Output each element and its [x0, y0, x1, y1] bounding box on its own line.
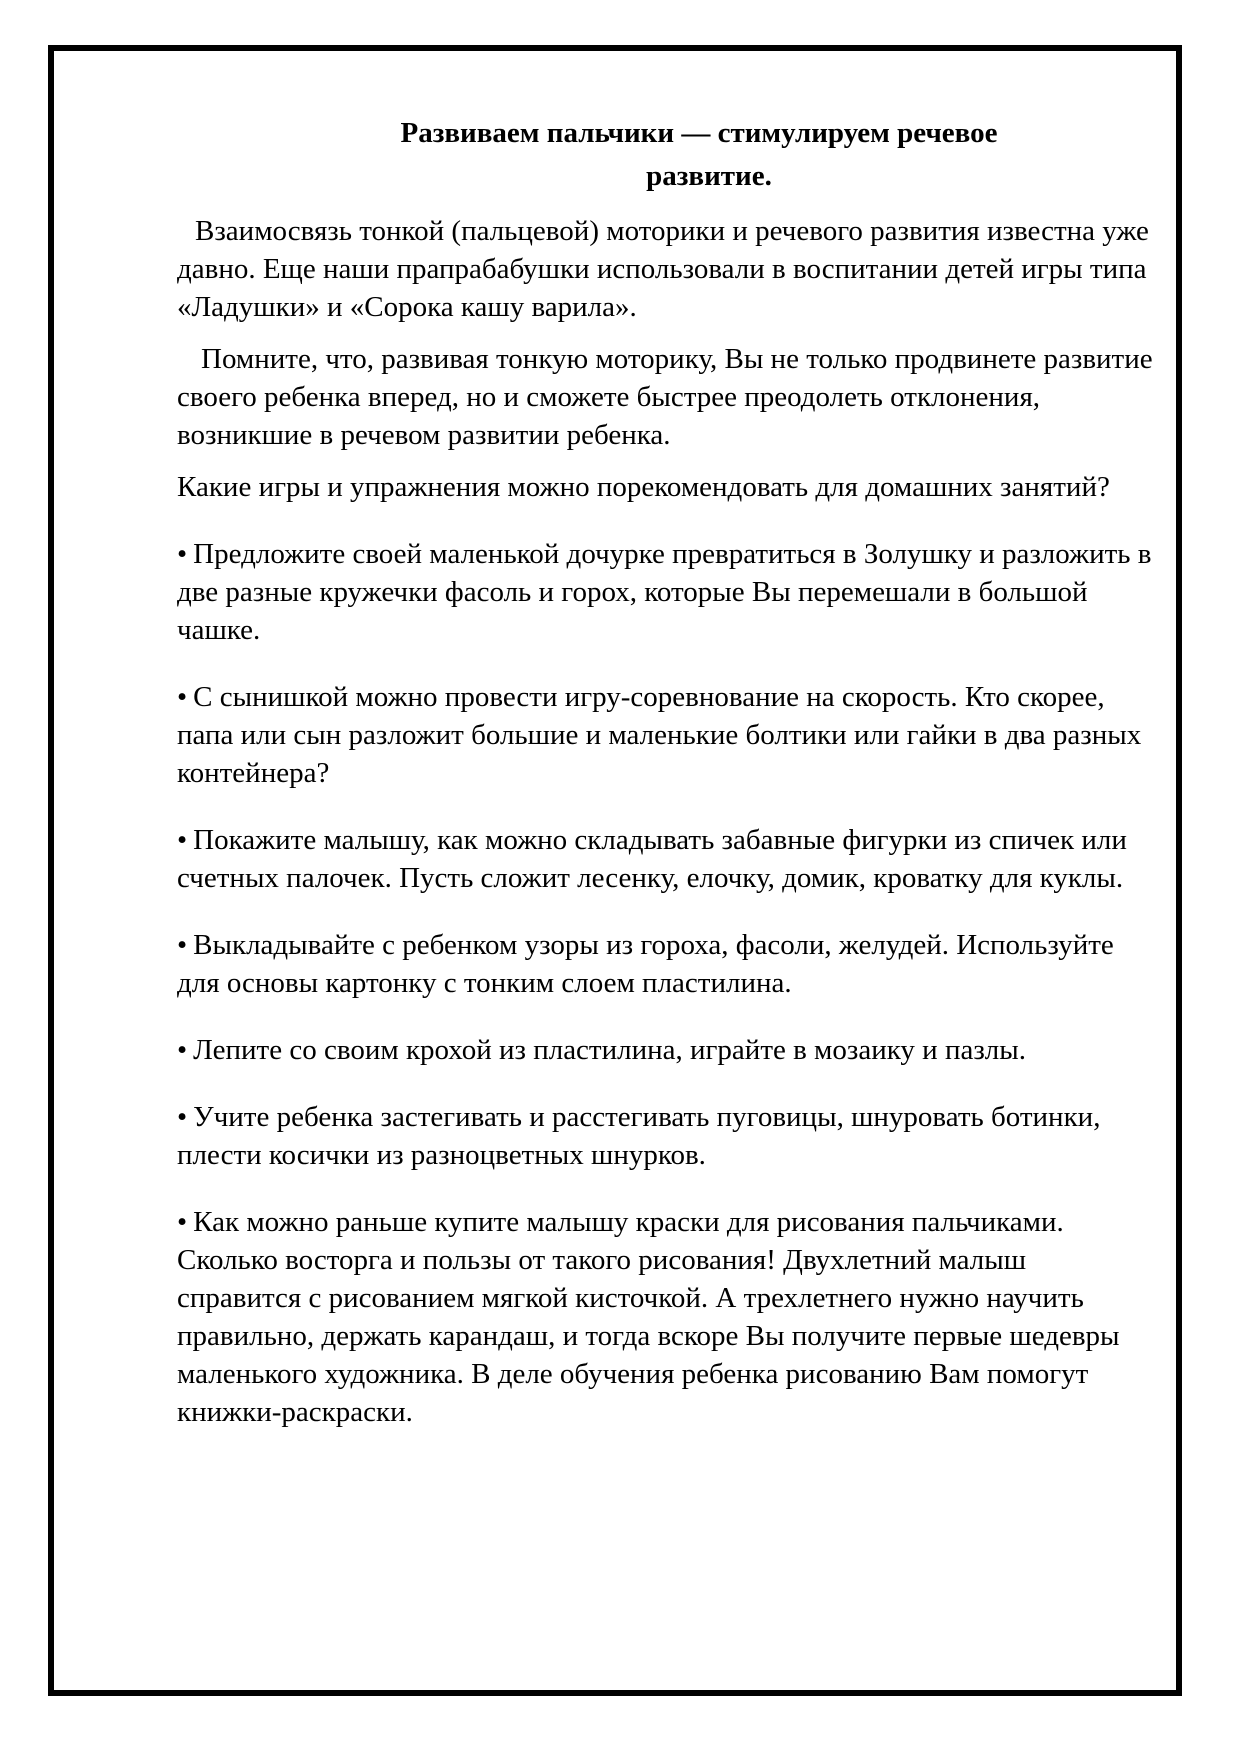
- bullet-item: [177, 535, 1157, 649]
- bullet-item: [177, 1203, 1157, 1431]
- bullet-text: Предложите своей маленькой дочурке превратиться в Золушку и разложить в две разные кружечки фасоль и горох, которые Вы перемешали в большой чашке.: [177, 538, 1152, 646]
- bullet-icon: •: [177, 1034, 188, 1066]
- bullet-text: Учите ребенка застегивать и расстегивать пуговицы, шнуровать ботинки, плести косички из разноцветных шнурков.: [177, 1101, 1101, 1171]
- bullet-item: [177, 926, 1157, 1002]
- bullet-item: [177, 821, 1157, 897]
- bullet-text: Покажите малышу, как можно складывать забавные фигурки из спичек или счетных палочек. Пусть сложит лесенку, елочку, домик, кроватку для куклы.: [177, 824, 1127, 894]
- bullet-icon: •: [177, 929, 188, 961]
- bullet-icon: •: [177, 824, 188, 856]
- bullet-icon: •: [177, 538, 188, 570]
- bullet-text: С сынишкой можно провести игру-соревнование на скорость. Кто скорее, папа или сын разложит большие и маленькие болтики или гайки в два разных контейнера?: [177, 681, 1142, 789]
- intro-paragraph-1: Взаимосвязь тонкой (пальцевой) моторики и речевого развития известна уже давно. Еще наши прапрабабушки использовали в воспитании детей игры типа «Ладушки» и «Сорока кашу варила».: [177, 215, 1149, 323]
- bullet-text: Лепите со своим крохой из пластилина, играйте в мозаику и пазлы.: [193, 1034, 1026, 1066]
- title-line-2: развитие.: [646, 160, 772, 192]
- bullet-text: Выкладывайте с ребенком узоры из гороха, фасоли, желудей. Используйте для основы картонку с тонким слоем пластилина.: [177, 929, 1114, 999]
- bullet-item: [177, 678, 1157, 792]
- document-title: [177, 112, 1157, 198]
- question-paragraph: Какие игры и упражнения можно порекомендовать для домашних занятий?: [177, 471, 1110, 503]
- document-body: [177, 112, 1157, 1431]
- intro-paragraph-2: Помните, что, развивая тонкую моторику, Вы не только продвинете развитие своего ребенка вперед, но и сможете быстрее преодолеть отклонения, возникшие в речевом развитии ребенка.: [177, 343, 1153, 451]
- bullet-item: [177, 1031, 1157, 1069]
- bullet-text: Как можно раньше купите малышу краски для рисования пальчиками. Сколько восторга и пользы от такого рисования! Двухлетний малыш справится с рисованием мягкой кисточкой. А трехлетнего нужно научить правильно, держать карандаш, и тогда вскоре Вы получите первые шедевры маленького художника. В деле обучения ребенка рисованию Вам помогут книжки-раскраски.: [177, 1206, 1120, 1428]
- bullet-icon: •: [177, 681, 188, 713]
- bullet-icon: •: [177, 1101, 188, 1133]
- bullet-icon: •: [177, 1206, 188, 1238]
- title-line-1: Развиваем пальчики — стимулируем речевое: [400, 117, 998, 149]
- bullet-item: [177, 1098, 1157, 1174]
